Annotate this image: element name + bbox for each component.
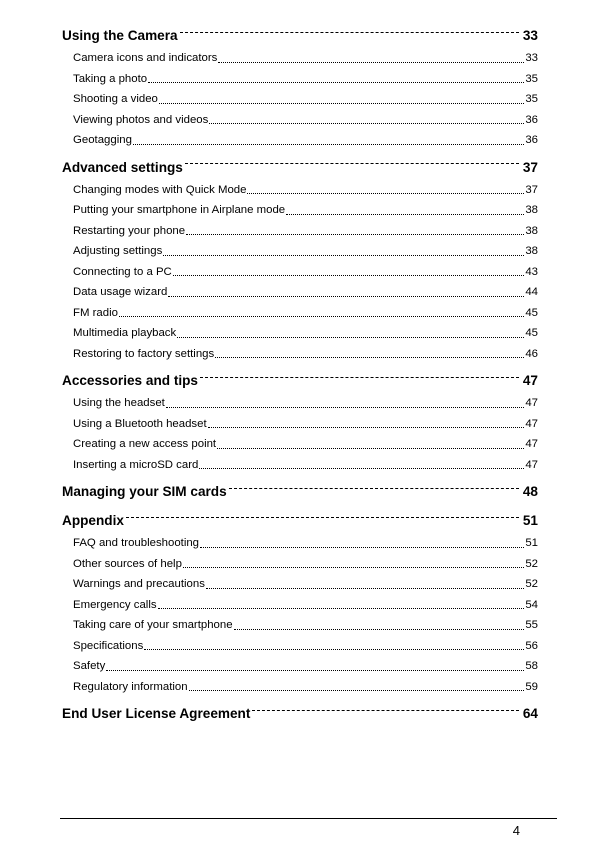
toc-entry[interactable] [62,393,538,414]
toc-entry[interactable] [62,323,538,344]
toc-entry[interactable] [62,241,538,262]
entry-title: Connecting to a PC [73,265,172,278]
toc-section [62,509,538,697]
dash-leader [180,32,519,33]
entry-page-number: 36 [525,134,538,146]
toc-section-heading[interactable] [62,369,538,393]
entry-page-number: 55 [525,619,538,631]
toc-entry[interactable] [62,455,538,476]
dash-leader [185,163,519,164]
toc-entry[interactable] [62,533,538,554]
dot-leader [209,123,524,124]
dot-leader [199,468,524,469]
page-number: 4 [512,823,520,838]
toc-entry[interactable] [62,574,538,595]
toc-entry[interactable] [62,221,538,242]
entry-page-number: 37 [525,183,538,196]
dot-leader [208,427,525,428]
entry-title: Regulatory information [73,680,188,693]
toc-entry[interactable] [62,595,538,616]
entry-title: Creating a new access point [73,438,217,450]
entry-page-number: 45 [525,327,538,339]
toc-section-heading[interactable] [62,24,538,48]
dot-leader [159,103,524,104]
section-title: Appendix [62,513,124,528]
section-page-number: 64 [522,706,538,721]
entry-title: FM radio [73,306,118,319]
toc-entry[interactable] [62,69,538,90]
dot-leader [158,608,525,609]
toc-entry[interactable] [62,677,538,698]
section-page-number: 37 [522,159,538,175]
toc-entry[interactable] [62,303,538,324]
toc-entry[interactable] [62,180,538,201]
dot-leader [168,296,524,297]
entry-page-number: 36 [525,113,538,126]
entry-page-number: 38 [525,224,538,237]
entry-page-number: 35 [525,72,538,85]
entry-title: Shooting a video [73,93,158,105]
entry-page-number: 52 [525,578,538,590]
entry-page-number: 54 [525,598,538,611]
dot-leader [217,448,524,449]
entry-title: Restoring to factory settings [73,347,215,360]
toc-section-heading[interactable] [62,480,538,504]
section-title: Managing your SIM cards [62,484,227,499]
entry-title: Restarting your phone [73,224,186,237]
entry-title: Camera icons and indicators [73,52,218,64]
toc-entry[interactable] [62,89,538,110]
dash-leader [252,710,519,711]
dot-leader [119,316,524,317]
dot-leader [189,690,525,691]
dot-leader [215,357,524,358]
dot-leader [163,255,524,256]
toc-entry[interactable] [62,615,538,636]
dot-leader [218,62,524,63]
entry-page-number: 52 [525,557,538,570]
entry-page-number: 33 [525,52,538,64]
toc-entry[interactable] [62,110,538,131]
toc-section-heading[interactable] [62,702,538,726]
entry-title: Data usage wizard [73,286,168,298]
toc-entry[interactable] [62,48,538,69]
dot-leader [234,629,525,630]
toc-entry[interactable] [62,636,538,657]
toc-entry[interactable] [62,262,538,283]
entry-title: FAQ and troubleshooting [73,537,200,549]
section-title: Using the Camera [62,28,178,43]
toc-entry[interactable] [62,656,538,677]
dot-leader [247,193,524,194]
dot-leader [144,649,524,650]
entry-page-number: 46 [525,347,538,360]
dot-leader [206,588,524,589]
toc-section [62,156,538,365]
dot-leader [286,214,524,215]
dot-leader [173,275,525,276]
section-page-number: 33 [522,28,538,43]
entry-title: Taking care of your smartphone [73,619,233,631]
entry-title: Multimedia playback [73,327,177,339]
entry-title: Specifications [73,639,144,652]
dot-leader [177,337,524,338]
entry-title: Safety [73,660,106,672]
toc-entry[interactable] [62,554,538,575]
dot-leader [183,567,524,568]
entry-page-number: 45 [525,306,538,319]
entry-page-number: 44 [525,286,538,298]
entry-page-number: 47 [525,417,538,430]
toc-entry[interactable] [62,344,538,365]
entry-title: Adjusting settings [73,245,163,257]
section-title: Accessories and tips [62,373,198,388]
dash-leader [200,377,519,378]
dot-leader [133,144,524,145]
entry-title: Using the headset [73,397,165,409]
entry-title: Putting your smartphone in Airplane mode [73,204,286,216]
toc-section [62,369,538,475]
entry-title: Geotagging [73,134,132,146]
entry-title: Warnings and precautions [73,578,205,590]
entry-page-number: 47 [525,397,538,409]
toc-section [62,480,538,504]
toc-entry[interactable] [62,434,538,455]
entry-title: Using a Bluetooth headset [73,417,207,430]
toc-section-heading[interactable] [62,156,538,180]
section-page-number: 47 [522,373,538,388]
dot-leader [166,407,525,408]
entry-page-number: 35 [525,93,538,105]
toc-entry[interactable] [62,282,538,303]
toc-entry[interactable] [62,414,538,435]
toc-entry[interactable] [62,130,538,151]
toc-section-heading[interactable] [62,509,538,533]
table-of-contents [62,24,538,726]
entry-page-number: 51 [525,537,538,549]
entry-title: Emergency calls [73,598,157,611]
entry-title: Inserting a microSD card [73,458,199,471]
dot-leader [106,670,524,671]
entry-page-number: 38 [525,204,538,216]
entry-title: Changing modes with Quick Mode [73,183,247,196]
section-title: Advanced settings [62,159,183,175]
dot-leader [148,82,524,83]
entry-title: Other sources of help [73,557,182,570]
entry-page-number: 56 [525,639,538,652]
section-page-number: 51 [522,513,538,528]
section-page-number: 48 [522,484,538,499]
toc-entry[interactable] [62,200,538,221]
toc-section [62,702,538,726]
dot-leader [200,547,524,548]
entry-page-number: 59 [525,680,538,693]
entry-page-number: 47 [525,458,538,471]
dash-leader [229,488,519,489]
entry-page-number: 47 [525,438,538,450]
dot-leader [186,234,524,235]
entry-title: Taking a photo [73,72,148,85]
footer-divider [60,818,557,819]
section-title: End User License Agreement [62,706,251,721]
entry-page-number: 43 [525,265,538,278]
toc-section [62,24,538,151]
entry-page-number: 38 [525,245,538,257]
dash-leader [126,517,519,518]
entry-page-number: 58 [525,660,538,672]
entry-title: Viewing photos and videos [73,113,209,126]
